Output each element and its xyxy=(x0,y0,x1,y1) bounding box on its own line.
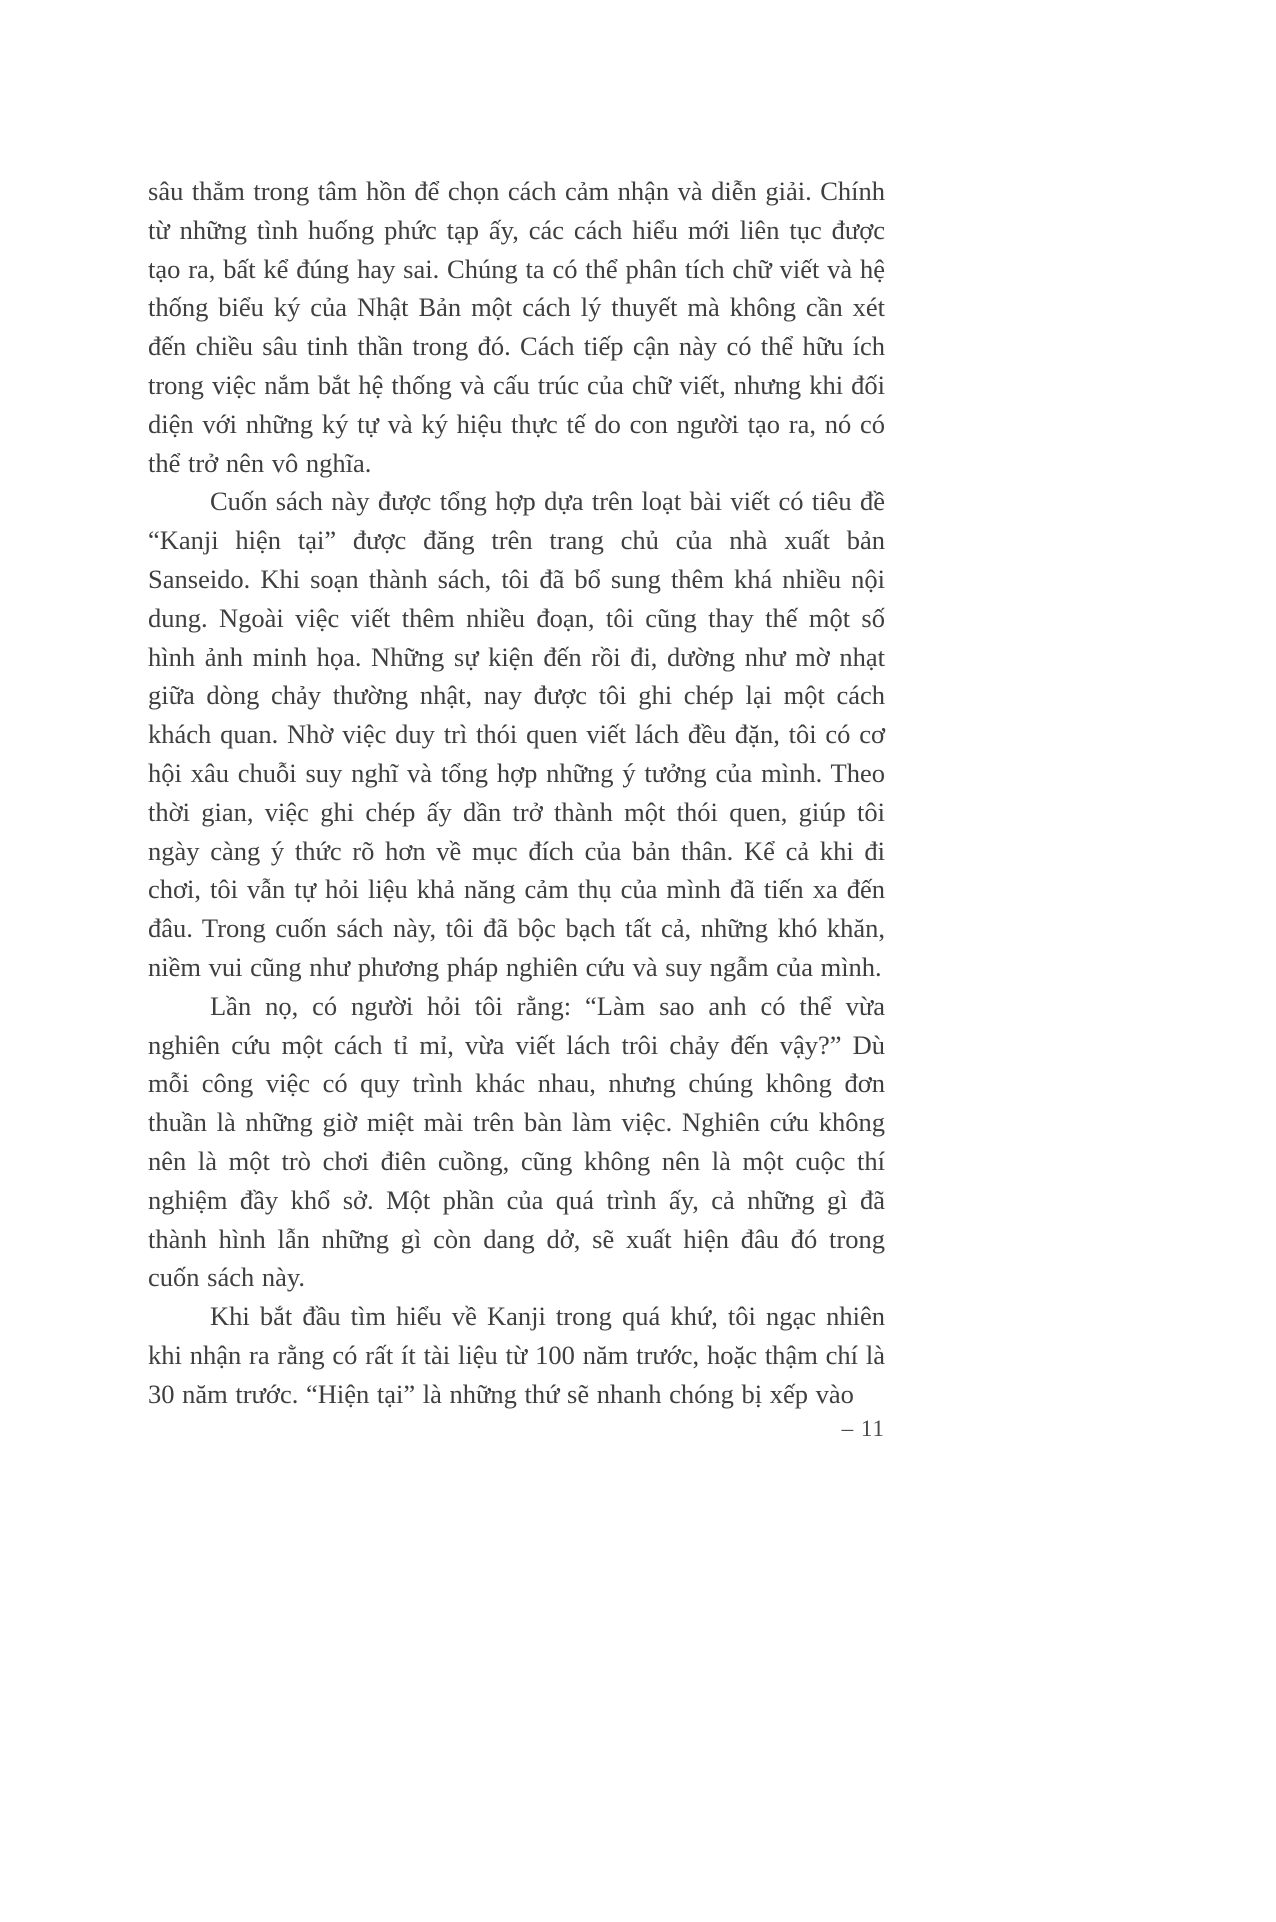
paragraph-2: Cuốn sách này được tổng hợp dựa trên loạt bài viết có tiêu đề “Kanji hiện tại” được đăng trên trang chủ của nhà xuất bản Sanseido. Khi soạn thành sách, tôi đã bổ sung thêm khá nhiều nội dung. Ngoài việc viết thêm nhiều đoạn, tôi cũng thay thế một số hình ảnh minh họa. Những sự kiện đến rồi đi, dường như mờ nhạt giữa dòng chảy thường nhật, nay được tôi ghi chép lại một cách khách quan. Nhờ việc duy trì thói quen viết lách đều đặn, tôi có cơ hội xâu chuỗi suy nghĩ và tổng hợp những ý tưởng của mình. Theo thời gian, việc ghi chép ấy dần trở thành một thói quen, giúp tôi ngày càng ý thức rõ hơn về mục đích của bản thân. Kể cả khi đi chơi, tôi vẫn tự hỏi liệu khả năng cảm thụ của mình đã tiến xa đến đâu. Trong cuốn sách này, tôi đã bộc bạch tất cả, những khó khăn, niềm vui cũng như phương pháp nghiên cứu và suy ngẫm của mình. xyxy=(148,486,885,982)
page-number: – 11 xyxy=(841,1416,885,1441)
paragraph-1: sâu thẳm trong tâm hồn để chọn cách cảm nhận và diễn giải. Chính từ những tình huống phức tạp ấy, các cách hiểu mới liên tục được tạo ra, bất kể đúng hay sai. Chúng ta có thể phân tích chữ viết và hệ thống biểu ký của Nhật Bản một cách lý thuyết mà không cần xét đến chiều sâu tinh thần trong đó. Cách tiếp cận này có thể hữu ích trong việc nắm bắt hệ thống và cấu trúc của chữ viết, nhưng khi đối diện với những ký tự và ký hiệu thực tế do con người tạo ra, nó có thể trở nên vô nghĩa. xyxy=(148,176,885,478)
paragraph-3: Lần nọ, có người hỏi tôi rằng: “Làm sao anh có thể vừa nghiên cứu một cách tỉ mỉ, vừa viết lách trôi chảy đến vậy?” Dù mỗi công việc có quy trình khác nhau, nhưng chúng không đơn thuần là những giờ miệt mài trên bàn làm việc. Nghiên cứu không nên là một trò chơi điên cuồng, cũng không nên là một cuộc thí nghiệm đầy khổ sở. Một phần của quá trình ấy, cả những gì đã thành hình lẫn những gì còn dang dở, sẽ xuất hiện đâu đó trong cuốn sách này. xyxy=(148,990,885,1293)
body-text xyxy=(148,172,885,1414)
paragraph-4: Khi bắt đầu tìm hiểu về Kanji trong quá khứ, tôi ngạc nhiên khi nhận ra rằng có rất ít tài liệu từ 100 năm trước, hoặc thậm chí là 30 năm trước. “Hiện tại” là những thứ sẽ nhanh chóng bị xếp vào xyxy=(148,1301,885,1409)
